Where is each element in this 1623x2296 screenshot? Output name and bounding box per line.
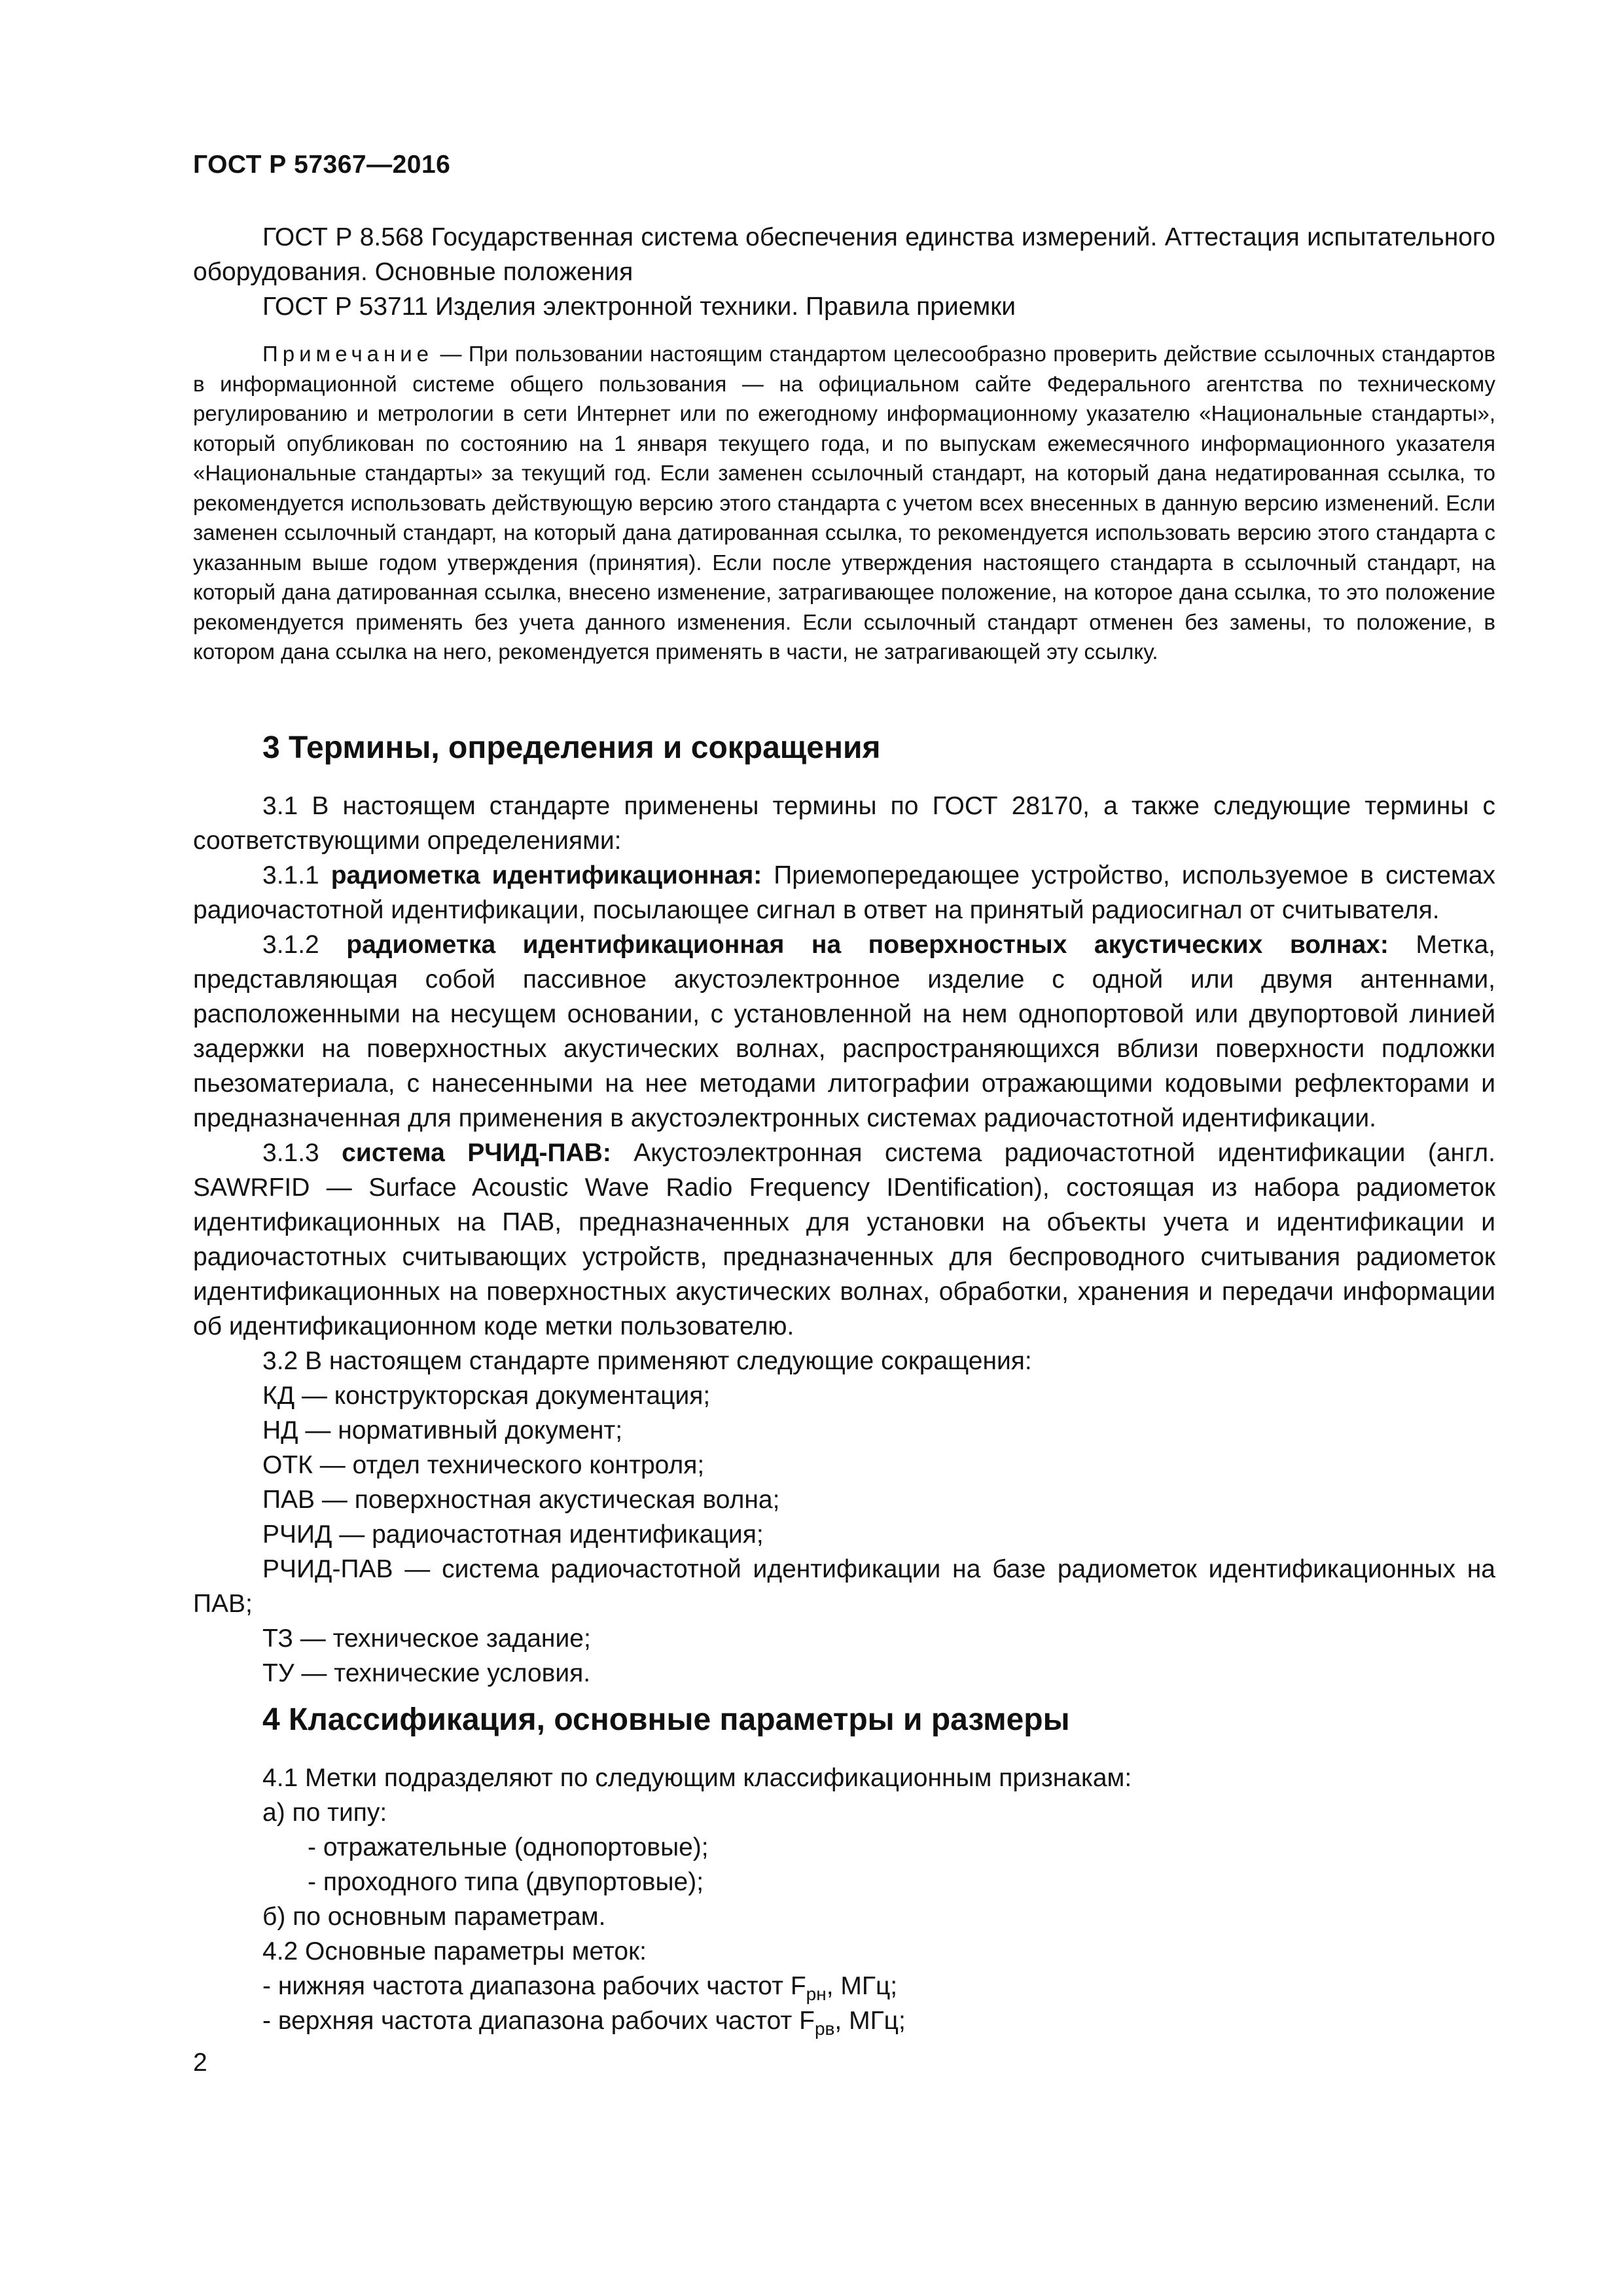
- abbreviation-item: РЧИД-ПАВ — система радиочастотной идентификации на базе радиометок идентификационных на ПАВ;: [193, 1555, 1495, 1618]
- note-paragraph: [193, 339, 1495, 667]
- term-3-1-1: [193, 858, 1495, 927]
- term-definition: Метка, представляющая собой пассивное акустоэлектронное изделие с одной или двумя антеннами, расположенными на несущем основании, с установленной на нем однопортовой или двупортовой линией задержки на поверхностных акустических волнах, распространяющихся вблизи поверхности подложки пьезоматериала, с нанесенными на нее методами литографии отражающими кодовыми рефлекторами и предназначенная для применения в акустоэлектронных системах радиочастотной идентификации.: [193, 931, 1495, 1132]
- parameter-item: [193, 1969, 1495, 2003]
- term-name: радиометка идентификационная на поверхностных акустических волнах:: [346, 931, 1389, 959]
- section-3-title: 3 Термины, определения и сокращения: [262, 730, 881, 765]
- note-label: Примечание: [262, 342, 434, 366]
- term-name: радиометка идентификационная:: [330, 861, 762, 889]
- term-name: система РЧИД-ПАВ:: [342, 1139, 611, 1167]
- paragraph-4-1: 4.1 Метки подразделяют по следующим классификационным признакам:: [262, 1764, 1132, 1792]
- document-header: ГОСТ Р 57367—2016: [193, 151, 451, 179]
- abbreviation-item: ПАВ — поверхностная акустическая волна;: [262, 1486, 780, 1514]
- parameter-item: [193, 2003, 1495, 2038]
- note-text: — При пользовании настоящим стандартом целесообразно проверить действие ссылочных стандартов в информационной системе общего пользования — на официальном сайте Федерального агентства по техническому регулированию и метрологии в сети Интернет или по ежегодному информационному указателю «Национальные стандарты», который опубликован по состоянию на 1 января текущего года, и по выпускам ежемесячного информационного указателя «Национальные стандарты» за текущий год. Если заменен ссылочный стандарт, на который дана недатированная ссылка, то рекомендуется использовать действующую версию этого стандарта с учетом всех внесенных в данную версию изменений. Если заменен ссылочный стандарт, на который дана датированная ссылка, то рекомендуется использовать версию этого стандарта с указанным выше годом утверждения (принятия). Если после утверждения настоящего стандарта в ссылочный стандарт, на который дана датированная ссылка, внесено изменение, затрагивающее положение, на которое дана ссылка, то это положение рекомендуется применять без учета данного изменения. Если ссылочный стандарт отменен без замены, то положение, в котором дана ссылка на него, рекомендуется применять в части, не затрагивающей эту ссылку.: [193, 342, 1495, 664]
- parameter-tail: , МГц;: [834, 2007, 906, 2035]
- section-4-body: [193, 1761, 1495, 2038]
- term-definition: Акустоэлектронная система радиочастотной идентификации (англ. SAWRFID — Surface Acoustic Wave Radio Frequency IDentification), состоящая из набора радиометок идентификационных на ПАВ, предназначенных для установки на объекты учета и идентификации и радиочастотных считывающих устройств, предназначенных для беспроводного считывания радиометок идентификационных на поверхностных акустических волнах, обработки, хранения и передачи информации об идентификационном коде метки пользователю.: [193, 1139, 1496, 1340]
- abbreviation-item: ТУ — технические условия.: [262, 1659, 591, 1687]
- parameter-subscript: рв: [814, 2018, 835, 2039]
- abbreviation-item: РЧИД — радиочастотная идентификация;: [262, 1520, 764, 1549]
- abbreviation-item: ОТК — отдел технического контроля;: [262, 1451, 705, 1479]
- term-number: 3.1.3: [262, 1139, 342, 1167]
- term-number: 3.1.2: [262, 931, 347, 959]
- term-number: 3.1.1: [262, 861, 331, 889]
- list-item-a: а) по типу:: [262, 1799, 387, 1827]
- paragraph-3-2: 3.2 В настоящем стандарте применяют следующие сокращения:: [262, 1347, 1032, 1375]
- reference-item: ГОСТ Р 53711 Изделия электронной техники. Правила приемки: [262, 293, 1016, 321]
- paragraph-3-1: 3.1 В настоящем стандарте применены термины по ГОСТ 28170, а также следующие термины с соответствующими определениями:: [193, 792, 1495, 855]
- term-3-1-3: [193, 1136, 1495, 1344]
- section-4-title: 4 Классификация, основные параметры и размеры: [262, 1702, 1070, 1737]
- note-block: [193, 339, 1495, 667]
- parameter-subscript: рн: [806, 1983, 827, 2004]
- paragraph-4-2: 4.2 Основные параметры меток:: [262, 1937, 647, 1965]
- abbreviation-item: КД — конструкторская документация;: [262, 1382, 711, 1410]
- parameter-text: - верхняя частота диапазона рабочих частот F: [262, 2007, 815, 2035]
- page-number: 2: [193, 2049, 207, 2077]
- abbreviation-item: НД — нормативный документ;: [262, 1416, 623, 1444]
- list-subitem: - отражательные (однопортовые);: [308, 1833, 709, 1861]
- section-3-body: [193, 789, 1495, 1691]
- list-item-b: б) по основным параметрам.: [262, 1903, 606, 1931]
- references-block: [193, 220, 1495, 324]
- parameter-tail: , МГц;: [826, 1972, 898, 2000]
- abbreviation-item: ТЗ — техническое задание;: [262, 1624, 591, 1653]
- term-definition: Приемопередающее устройство, используемое в системах радиочастотной идентификации, посылающее сигнал в ответ на принятый радиосигнал от считывателя.: [193, 861, 1496, 924]
- list-subitem: - проходного типа (двупортовые);: [308, 1868, 704, 1896]
- parameter-text: - нижняя частота диапазона рабочих частот F: [262, 1972, 806, 2000]
- term-3-1-2: [193, 927, 1495, 1136]
- reference-item: ГОСТ Р 8.568 Государственная система обеспечения единства измерений. Аттестация испытательного оборудования. Основные положения: [193, 223, 1495, 286]
